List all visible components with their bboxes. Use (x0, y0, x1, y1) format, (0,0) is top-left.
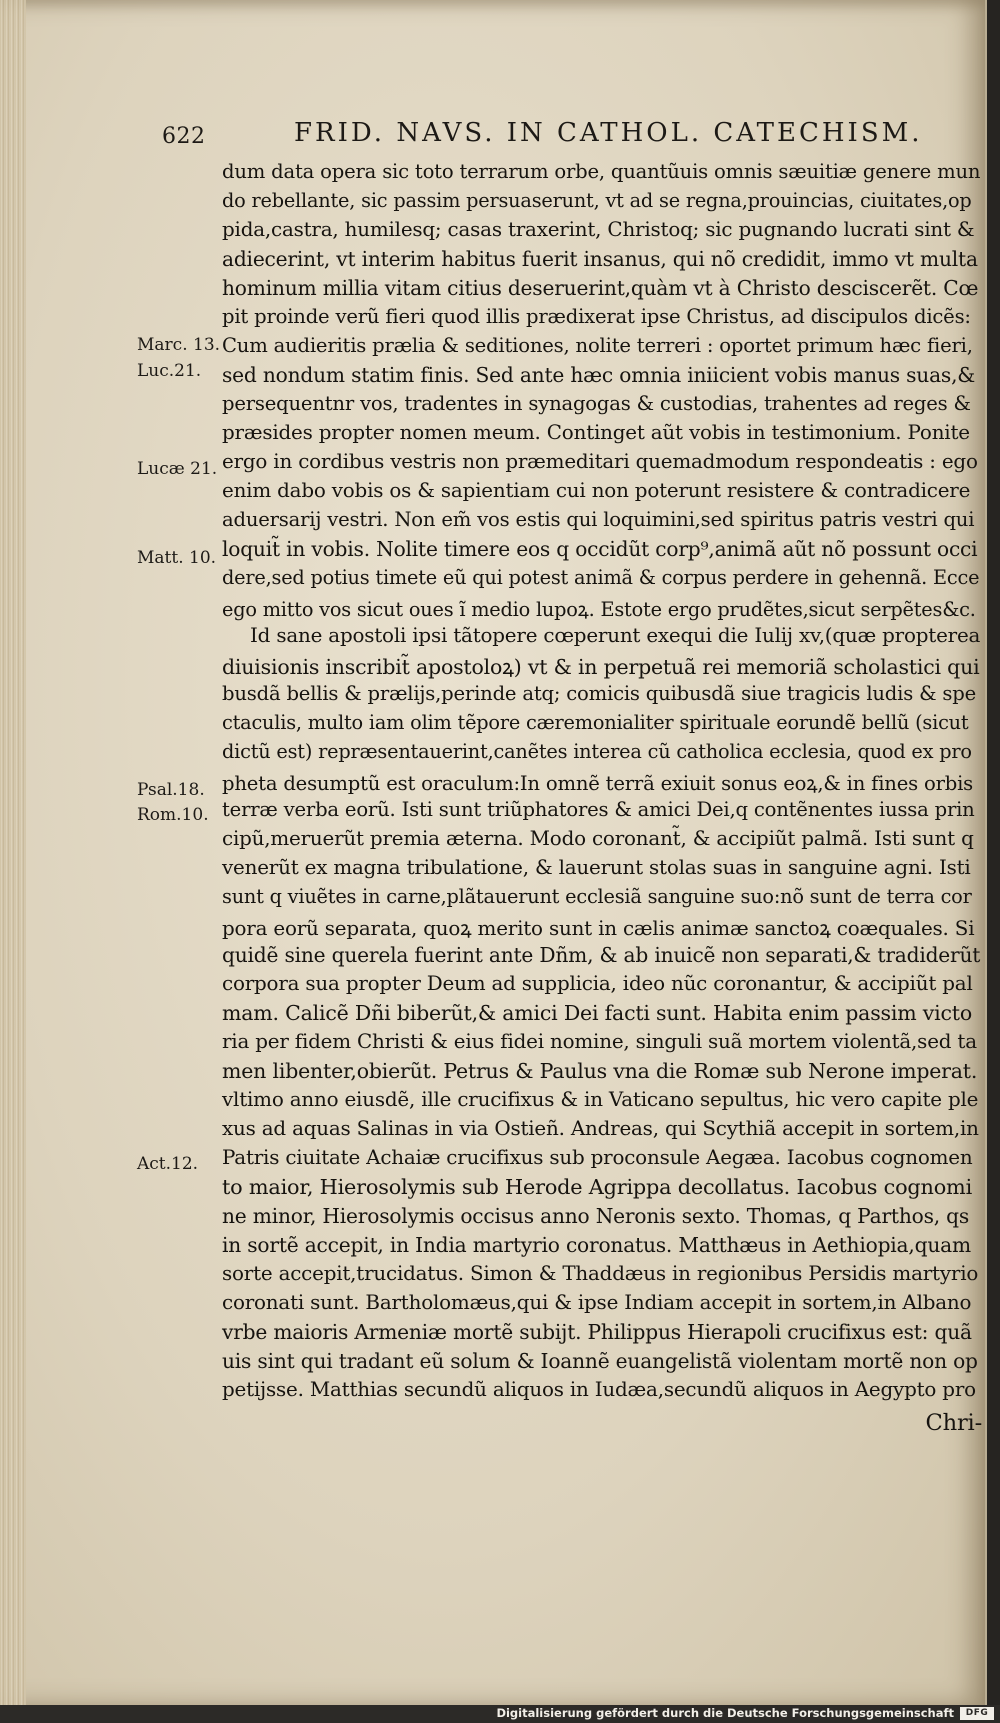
margin-note: Lucæ 21. (137, 459, 218, 479)
text-line: ctaculis, multo iam olim tẽpore cæremonialiter spirituale eorundẽ bellũ (sicut (222, 711, 969, 734)
text-line: dum data opera sic toto terrarum orbe, quantũuis omnis sæuitiæ genere mun (222, 160, 981, 183)
text-line: mam. Calicẽ Dñi biberũt,& amici Dei facti sunt. Habita enim passim victo (222, 1001, 972, 1025)
text-line: præsides propter nomen meum. Continget aũt vobis in testimonium. Ponite (222, 421, 970, 444)
marginalia (137, 0, 227, 1500)
text-line: cipũ,meruerũt premia æterna. Modo coronant̃, & accipiũt palmã. Isti sunt q (222, 827, 974, 850)
text-line: to maior, Hierosolymis sub Herode Agrippa decollatus. Iacobus cognomi (222, 1175, 973, 1199)
text-line: pheta desumptũ est oraculum:In omnẽ terrã exiuit sonus eoꝝ,& in fines orbis (222, 772, 974, 795)
text-line: hominum millia vitam citius deseruerint,quàm vt à Christo desciscerẽt. Cœ (222, 276, 979, 300)
text-line: Id sane apostoli ipsi tãtopere cœperunt exequi die Iulij xv,(quæ propterea (250, 624, 981, 647)
text-line: ne minor, Hierosolymis occisus anno Neronis sexto. Thomas, q Parthos, qs (222, 1204, 970, 1228)
page-edges (0, 0, 26, 1705)
text-line: coronati sunt. Bartholomæus,qui & ipse Indiam accepit in sortem,in Albano (222, 1291, 972, 1314)
text-line: pida,castra, humilesq; casas traxerint, Christoq; sic pugnando lucrati sint & (222, 218, 975, 241)
text-line: uis sint qui tradant eũ solum & Ioannẽ euangelistã violentam mortẽ non op (222, 1349, 978, 1373)
margin-note: Matt. 10. (137, 548, 217, 568)
text-line: vrbe maioris Armeniæ mortẽ subijt. Philippus Hierapoli crucifixus est: quã (222, 1320, 972, 1344)
text-line: busdã bellis & prælijs,perinde atq; comicis quibusdã siue tragicis ludis & spe (222, 682, 976, 705)
text-line: loquit̃ in vobis. Nolite timere eos q occidũt corp⁹,animã aũt nõ possunt occi (222, 537, 978, 561)
text-line: dere,sed potius timete eũ qui potest animã & corpus perdere in gehennã. Ecce (222, 566, 980, 589)
text-line: terræ verba eorũ. Isti sunt triũphatores & amici Dei,q contẽnentes iussa prin (222, 798, 975, 821)
text-line: quidẽ sine querela fuerint ante Dñm, & ab inuicẽ non separati,& tradiderũt (222, 943, 981, 967)
text-line: enim dabo vobis os & sapientiam cui non poterunt resistere & contradicere (222, 479, 971, 502)
text-line: pora eorũ separata, quoꝝ merito sunt in cælis animæ sanctoꝝ coæquales. Si (222, 917, 975, 940)
text-line: sed nondum statim finis. Sed ante hæc omnia iniicient vobis manus suas,& (222, 363, 976, 387)
margin-note: Rom.10. (137, 805, 209, 825)
text-line: petijsse. Matthias secundũ aliquos in Iudæa,secundũ aliquos in Aegypto pro (222, 1378, 976, 1401)
text-line: do rebellante, sic passim persuaserunt, vt ad se regna,prouincias, ciuitates,op (222, 189, 972, 212)
text-line: men libenter,obierũt. Petrus & Paulus vna die Romæ sub Nerone imperat. (222, 1059, 978, 1083)
text-line: diuisionis inscribit̃ apostoloꝝ) vt & in perpetuã rei memoriã scholastici qui (222, 655, 980, 679)
margin-note: Luc.21. (137, 361, 202, 381)
text-line: Cum audieritis prælia & seditiones, nolite terreri : oportet primum hæc fieri, (222, 334, 973, 357)
text-line: Patris ciuitate Achaiæ crucifixus sub proconsule Aegæa. Iacobus cognomen (222, 1146, 973, 1169)
margin-note: Act.12. (137, 1154, 199, 1174)
body-text (222, 0, 982, 1500)
catchword: Chri- (925, 1410, 982, 1436)
text-line: aduersarij vestri. Non em̃ vos estis qui loquimini,sed spiritus patris vestri qui (222, 508, 975, 531)
text-line: xus ad aquas Salinas in via Ostieñ. Andreas, qui Scythiã accepit in sortem,in (222, 1117, 979, 1140)
text-line: vltimo anno eiusdẽ, ille crucifixus & in Vaticano sepultus, hic vero capite ple (222, 1088, 979, 1111)
text-line: ego mitto vos sicut oues ĩ medio lupoꝝ. Estote ergo prudẽtes,sicut serpẽtes&c. (222, 598, 976, 621)
text-line: adiecerint, vt interim habitus fuerit insanus, qui nõ credidit, immo vt multa (222, 247, 978, 271)
text-line: venerũt ex magna tribulatione, & lauerunt stolas suas in sanguine agni. Isti (222, 856, 971, 879)
page-number: 622 (162, 124, 206, 149)
dfg-logo: DFG (960, 1707, 994, 1720)
text-line: sorte accepit,trucidatus. Simon & Thaddæus in regionibus Persidis martyrio (222, 1262, 979, 1285)
text-line: in sortẽ accepit, in India martyrio coronatus. Matthæus in Aethiopia,quam (222, 1233, 971, 1257)
text-line: persequentnr vos, tradentes in synagogas & custodias, trahentes ad reges & (222, 392, 971, 415)
text-line: ria per fidem Christi & eius fidei nomine, singuli suã mortem violentã,sed ta (222, 1030, 977, 1053)
footer-credit: Digitalisierung gefördert durch die Deutsche Forschungsgemeinschaft (496, 1706, 954, 1720)
text-line: sunt q viuẽtes in carne,plãtauerunt ecclesiã sanguine suo:nõ sunt de terra cor (222, 885, 972, 908)
running-head: FRID. NAVS. IN CATHOL. CATECHISM. (294, 118, 923, 148)
text-line: corpora sua propter Deum ad supplicia, ideo nũc coronantur, & accipiũt pal (222, 972, 973, 995)
margin-note: Marc. 13. (137, 335, 221, 355)
margin-note: Psal.18. (137, 780, 205, 800)
text-line: pit proinde verũ fieri quod illis prædixerat ipse Christus, ad discipulos dicẽs: (222, 305, 971, 328)
footer-bar (0, 1705, 1000, 1723)
text-line: ergo in cordibus vestris non præmeditari quemadmodum respondeatis : ego (222, 450, 978, 473)
text-line: dictũ est) repræsentauerint,canẽtes interea cũ catholica ecclesia, quod ex pro (222, 740, 972, 763)
